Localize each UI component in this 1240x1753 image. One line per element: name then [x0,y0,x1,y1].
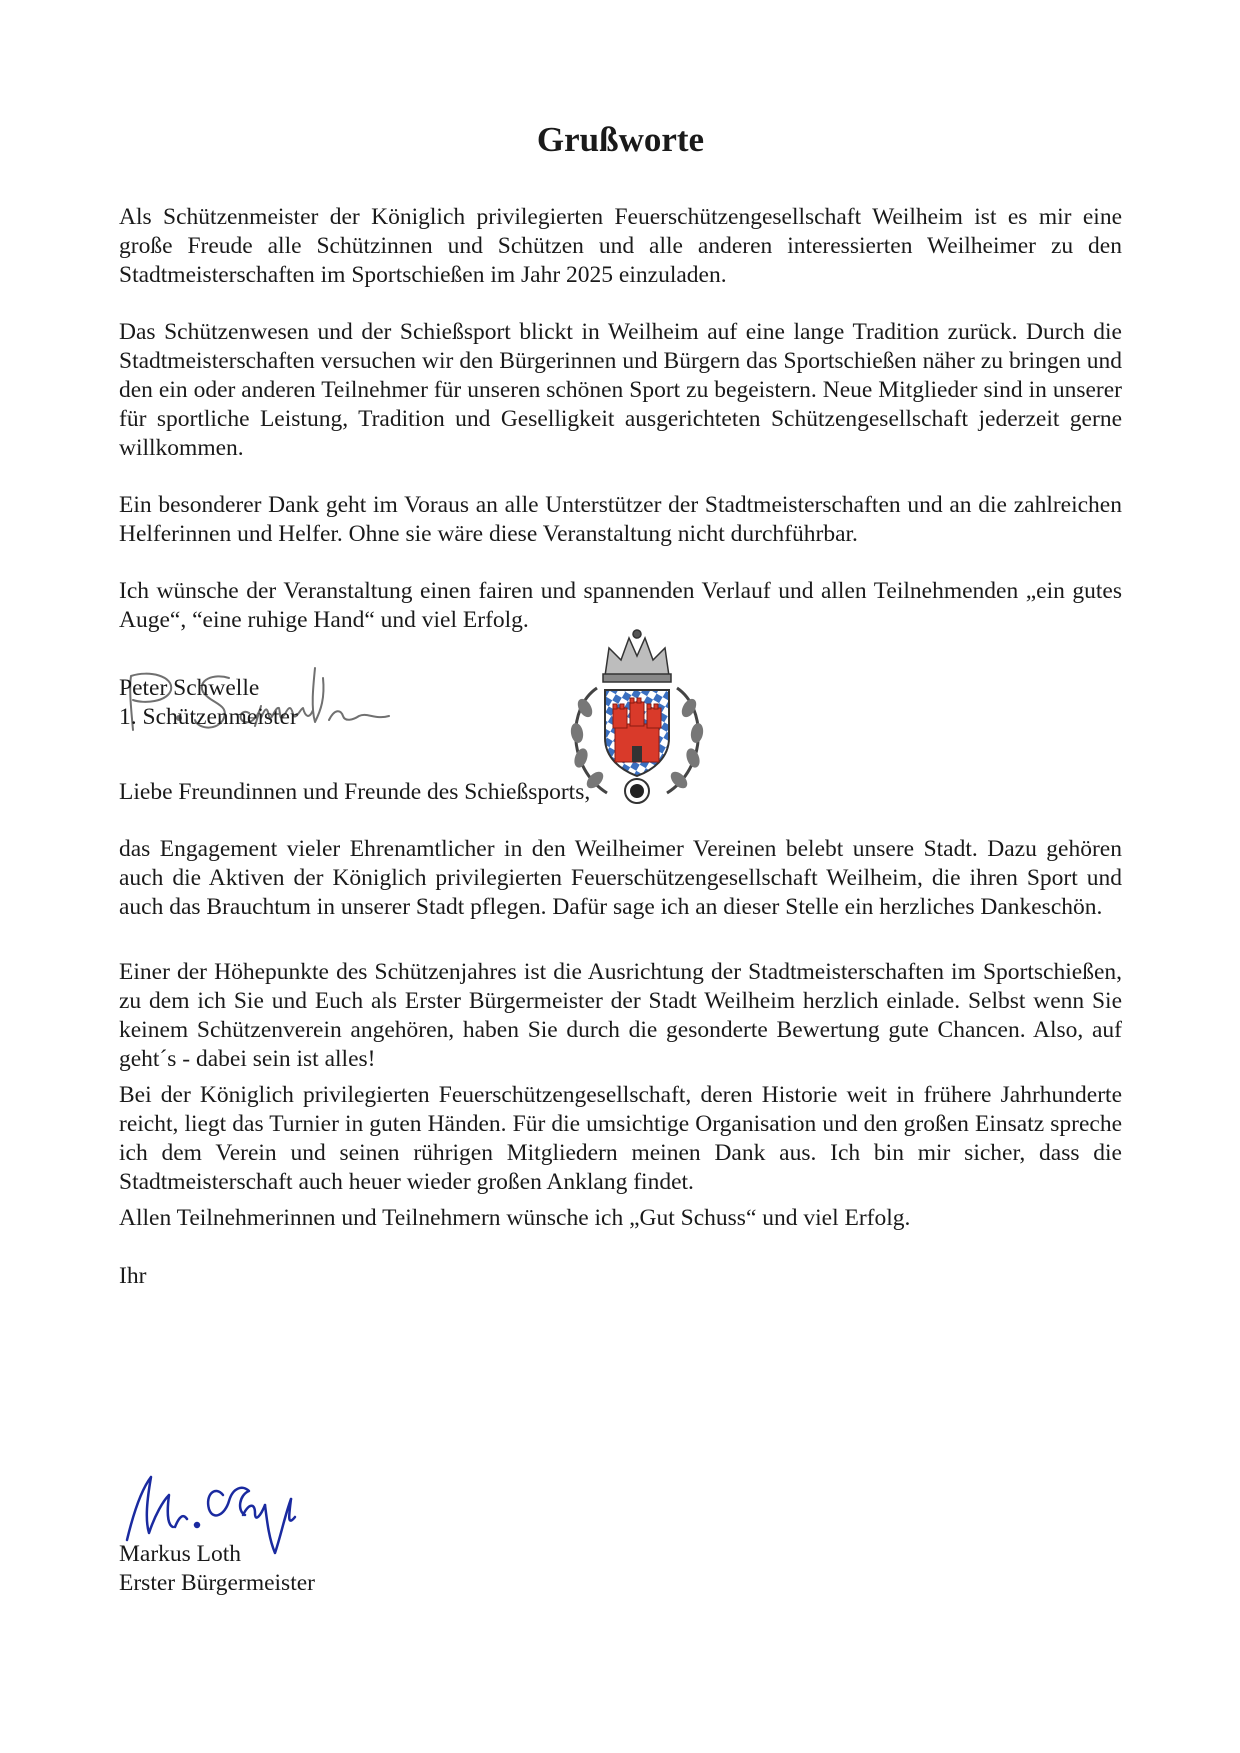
signer-title: 1. Schützenmeister [119,704,298,730]
letter1-paragraph-1: Als Schützenmeister der Königlich privilegierten Feuerschützengesellschaft Weilheim ist es mir eine große Freude alle Schützinnen und Schützen und alle anderen interessierten Weilheimer zu den Stadtmeisterschaften im Sportschießen im Jahr 2025 einzuladen. [119,204,1122,288]
letter1-paragraph-4: Ich wünsche der Veranstaltung einen fairen und spannenden Verlauf und allen Teilnehmenden „ein gutes Auge“, “eine ruhige Hand“ und viel Erfolg. [119,578,1122,633]
letter2-paragraph-3: Bei der Königlich privilegierten Feuerschützengesellschaft, deren Historie weit in frühere Jahrhunderte reicht, liegt das Turnier in guten Händen. Für die umsichtige Organisation und den großen Einsatz spreche ich dem Verein und seinen rührigen Mitgliedern meinen Dank aus. Ich bin mir sicher, dass die Stadtmeisterschaft auch heuer wieder großen Anklang findet. [119,1082,1122,1195]
letter2-salutation: Liebe Freundinnen und Freunde des Schießsports, [119,779,591,805]
letter2-paragraph-2: Einer der Höhepunkte des Schützenjahres ist die Ausrichtung der Stadtmeisterschaften im Sportschießen, zu dem ich Sie und Euch als Erster Bürgermeister der Stadt Weilheim herzlich einlade. Selbst wenn Sie keinem Schützenverein angehören, haben Sie durch die gesonderte Bewertung gute Chancen. Also, auf geht´s - dabei sein ist alles! [119,959,1122,1072]
letter2-paragraph-1: das Engagement vieler Ehrenamtlicher in den Weilheimer Vereinen belebt unsere Stadt. Dazu gehören auch die Aktiven der Königlich privilegierten Feuerschützengesellschaft Weilheim, die ihren Sport und auch das Brauchtum in unserer Stadt pflegen. Dafür sage ich an dieser Stelle ein herzliches Dankeschön. [119,836,1122,920]
signer-title: Erster Bürgermeister [119,1570,315,1596]
letter2-closing: Ihr [119,1263,147,1289]
letter1-paragraph-2: Das Schützenwesen und der Schießsport blickt in Weilheim auf eine lange Tradition zurück. Durch die Stadtmeisterschaften versuchen wir den Bürgerinnen und Bürgern das Sportschießen näher zu bringen und den ein oder anderen Teilnehmer für unseren schönen Sport zu begeistern. Neue Mitglieder sind in unserer für sportliche Leistung, Tradition und Geselligkeit ausgerichteten Schützengesellschaft jederzeit gerne willkommen. [119,319,1122,461]
signer-name: Peter Schwelle [119,675,260,701]
letter2-paragraph-4: Allen Teilnehmerinnen und Teilnehmern wünsche ich „Gut Schuss“ und viel Erfolg. [119,1205,911,1231]
letter1-paragraph-3: Ein besonderer Dank geht im Voraus an alle Unterstützer der Stadtmeisterschaften und an die zahlreichen Helferinnen und Helfer. Ohne sie wäre diese Veranstaltung nicht durchführbar. [119,492,1122,547]
signer-name: Markus Loth [119,1541,242,1567]
page-title: Grußworte [536,120,705,159]
